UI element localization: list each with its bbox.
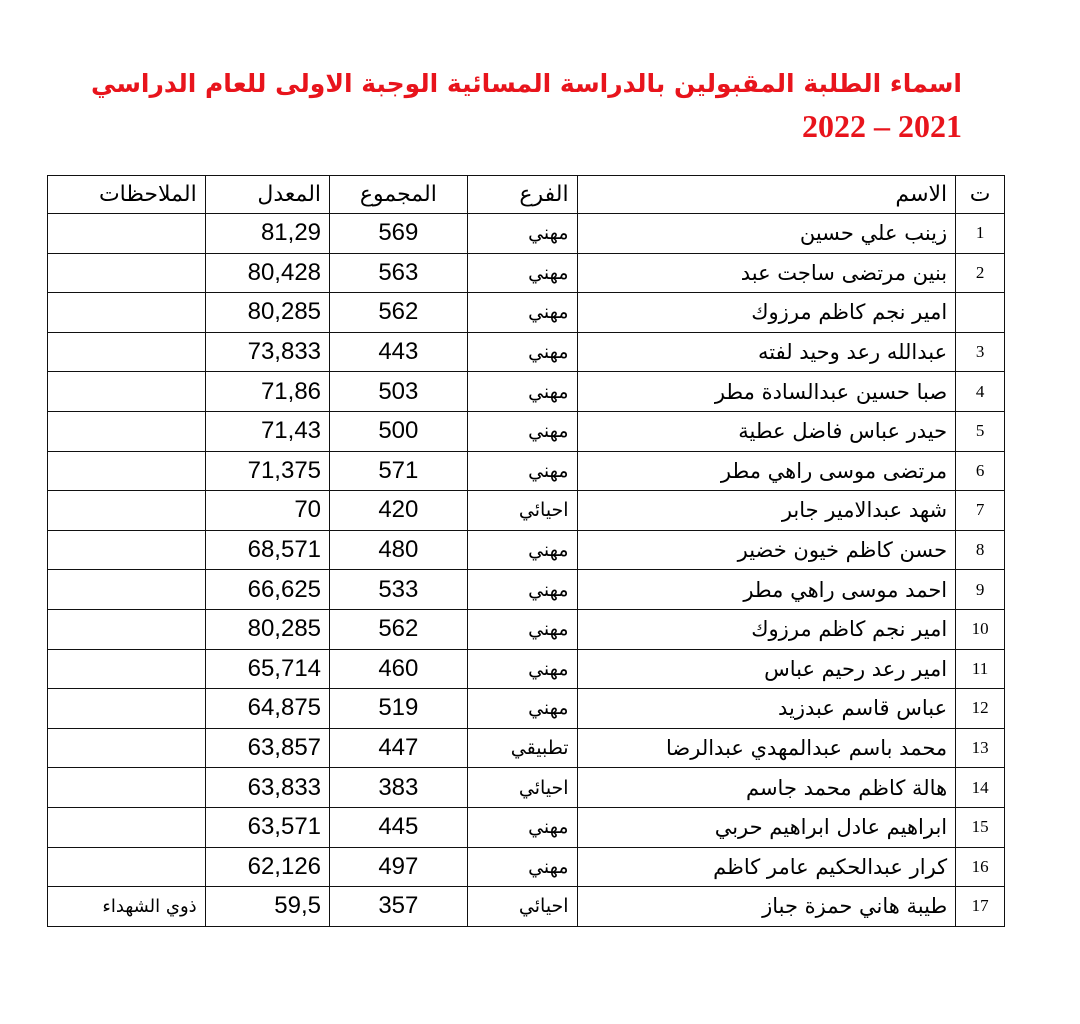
cell-branch: مهني [467, 570, 577, 610]
cell-student-name: ابراهيم عادل ابراهيم حربي [577, 807, 956, 847]
cell-total: 447 [330, 728, 468, 768]
cell-total: 519 [330, 689, 468, 729]
average-value: 80,428 [247, 258, 322, 286]
cell-branch: مهني [467, 807, 577, 847]
table-header-row [48, 176, 1005, 214]
header-total: المجموع [330, 176, 468, 214]
cell-index: 8 [956, 530, 1005, 570]
cell-index: 2 [956, 253, 1005, 293]
table-row [48, 332, 1005, 372]
cell-branch: مهني [467, 451, 577, 491]
cell-branch: مهني [467, 214, 577, 254]
cell-index: 6 [956, 451, 1005, 491]
cell-student-name: زينب علي حسين [577, 214, 956, 254]
cell-average [205, 768, 329, 808]
cell-notes [48, 214, 206, 254]
table-row [48, 768, 1005, 808]
average-value: 71,86 [260, 377, 322, 405]
table-row [48, 609, 1005, 649]
cell-average [205, 293, 329, 333]
cell-student-name: طيبة هاني حمزة جباز [577, 887, 956, 927]
cell-total: 460 [330, 649, 468, 689]
cell-index: 15 [956, 807, 1005, 847]
cell-average [205, 847, 329, 887]
cell-average [205, 451, 329, 491]
header-name: الاسم [577, 176, 956, 214]
cell-index: 11 [956, 649, 1005, 689]
average-value: 63,857 [247, 734, 322, 762]
cell-student-name: حيدر عباس فاضل عطية [577, 411, 956, 451]
table-row [48, 689, 1005, 729]
table-row [48, 214, 1005, 254]
cell-notes [48, 411, 206, 451]
cell-index: 7 [956, 491, 1005, 531]
table-body [48, 214, 1005, 927]
cell-index: 17 [956, 887, 1005, 927]
average-value: 71,43 [260, 417, 322, 445]
cell-average [205, 689, 329, 729]
cell-branch: احيائي [467, 491, 577, 531]
cell-branch: مهني [467, 847, 577, 887]
cell-notes [48, 689, 206, 729]
cell-total: 383 [330, 768, 468, 808]
cell-notes [48, 609, 206, 649]
cell-index: 14 [956, 768, 1005, 808]
cell-total: 562 [330, 293, 468, 333]
cell-branch: احيائي [467, 768, 577, 808]
average-value: 71,375 [247, 456, 322, 484]
cell-branch: مهني [467, 649, 577, 689]
cell-average [205, 807, 329, 847]
cell-average [205, 253, 329, 293]
cell-notes [48, 649, 206, 689]
cell-student-name: كرار عبدالحكيم عامر كاظم [577, 847, 956, 887]
average-value: 62,126 [247, 852, 322, 880]
cell-notes [48, 332, 206, 372]
table-row [48, 451, 1005, 491]
title-heading: اسماء الطلبة المقبولين بالدراسة المسائية الوجبة الاولى للعام الدراسي [91, 69, 962, 98]
cell-student-name: بنين مرتضى ساجت عبد [577, 253, 956, 293]
average-value: 59,5 [274, 892, 322, 920]
average-value: 80,285 [247, 615, 322, 643]
cell-notes [48, 372, 206, 412]
cell-index [956, 293, 1005, 333]
cell-notes [48, 570, 206, 610]
cell-index: 10 [956, 609, 1005, 649]
document-title [62, 62, 962, 148]
cell-total: 357 [330, 887, 468, 927]
table-row [48, 491, 1005, 531]
table-row [48, 411, 1005, 451]
cell-student-name: صبا حسين عبدالسادة مطر [577, 372, 956, 412]
cell-index: 12 [956, 689, 1005, 729]
average-value: 63,571 [247, 813, 322, 841]
cell-average [205, 372, 329, 412]
header-notes: الملاحظات [48, 176, 206, 214]
cell-notes [48, 847, 206, 887]
cell-student-name: عبدالله رعد وحيد لفته [577, 332, 956, 372]
cell-student-name: هالة كاظم محمد جاسم [577, 768, 956, 808]
average-value: 81,29 [260, 219, 322, 247]
cell-branch: مهني [467, 293, 577, 333]
average-value: 70 [294, 496, 322, 524]
cell-total: 503 [330, 372, 468, 412]
cell-branch: مهني [467, 411, 577, 451]
cell-average [205, 887, 329, 927]
cell-average [205, 491, 329, 531]
cell-student-name: امير رعد رحيم عباس [577, 649, 956, 689]
table-row [48, 728, 1005, 768]
average-value: 64,875 [247, 694, 322, 722]
cell-index: 16 [956, 847, 1005, 887]
cell-index: 13 [956, 728, 1005, 768]
cell-total: 563 [330, 253, 468, 293]
cell-average [205, 570, 329, 610]
cell-average [205, 728, 329, 768]
cell-notes [48, 451, 206, 491]
cell-branch: احيائي [467, 887, 577, 927]
cell-average [205, 649, 329, 689]
cell-average [205, 411, 329, 451]
cell-branch: مهني [467, 609, 577, 649]
cell-branch: مهني [467, 530, 577, 570]
cell-average [205, 609, 329, 649]
cell-student-name: محمد باسم عبدالمهدي عبدالرضا [577, 728, 956, 768]
table-row [48, 847, 1005, 887]
table-row [48, 570, 1005, 610]
cell-student-name: حسن كاظم خيون خضير [577, 530, 956, 570]
cell-index: 9 [956, 570, 1005, 610]
cell-total: 500 [330, 411, 468, 451]
cell-branch: مهني [467, 372, 577, 412]
cell-notes [48, 807, 206, 847]
cell-notes [48, 768, 206, 808]
header-branch: الفرع [467, 176, 577, 214]
cell-index: 1 [956, 214, 1005, 254]
average-value: 68,571 [247, 536, 322, 564]
cell-average [205, 332, 329, 372]
cell-index: 3 [956, 332, 1005, 372]
table-row [48, 887, 1005, 927]
table-row [48, 372, 1005, 412]
average-value: 63,833 [247, 773, 322, 801]
cell-branch: مهني [467, 253, 577, 293]
cell-average [205, 530, 329, 570]
cell-student-name: امير نجم كاظم مرزوك [577, 293, 956, 333]
cell-student-name: مرتضى موسى راهي مطر [577, 451, 956, 491]
cell-total: 443 [330, 332, 468, 372]
cell-index: 4 [956, 372, 1005, 412]
cell-branch: تطبيقي [467, 728, 577, 768]
header-average: المعدل [205, 176, 329, 214]
cell-student-name: احمد موسى راهي مطر [577, 570, 956, 610]
cell-notes [48, 491, 206, 531]
cell-student-name: شهد عبدالامير جابر [577, 491, 956, 531]
cell-total: 420 [330, 491, 468, 531]
table-row [48, 649, 1005, 689]
students-table [47, 175, 1005, 927]
cell-notes [48, 728, 206, 768]
cell-notes [48, 293, 206, 333]
cell-notes [48, 530, 206, 570]
table-row [48, 293, 1005, 333]
average-value: 65,714 [247, 654, 322, 682]
cell-total: 480 [330, 530, 468, 570]
cell-total: 497 [330, 847, 468, 887]
cell-student-name: عباس قاسم عبدزيد [577, 689, 956, 729]
cell-total: 562 [330, 609, 468, 649]
cell-index: 5 [956, 411, 1005, 451]
average-value: 73,833 [247, 338, 322, 366]
cell-branch: مهني [467, 689, 577, 729]
cell-branch: مهني [467, 332, 577, 372]
cell-student-name: امير نجم كاظم مرزوك [577, 609, 956, 649]
table-row [48, 807, 1005, 847]
cell-total: 569 [330, 214, 468, 254]
table-row [48, 253, 1005, 293]
average-value: 66,625 [247, 575, 322, 603]
cell-average [205, 214, 329, 254]
cell-total: 533 [330, 570, 468, 610]
cell-notes: ذوي الشهداء [48, 887, 206, 927]
cell-total: 571 [330, 451, 468, 491]
table-row [48, 530, 1005, 570]
header-index: ت [956, 176, 1005, 214]
average-value: 80,285 [247, 298, 322, 326]
cell-total: 445 [330, 807, 468, 847]
cell-notes [48, 253, 206, 293]
title-academic-year: 2022 – 2021 [802, 108, 962, 144]
